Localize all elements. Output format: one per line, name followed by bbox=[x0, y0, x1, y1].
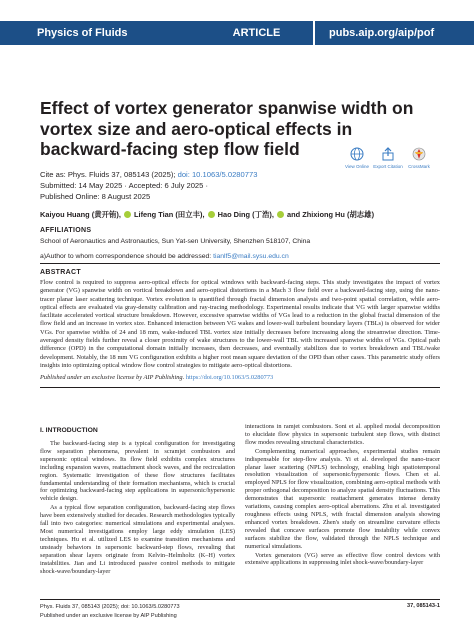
body-paragraph: The backward-facing step is a typical configuration for investigating flow separation phenomena, prevalent in scramjet combustors and supersonic optical windows. Its flow field exhibits complex structures including expansion waves, reattachment shock waves, and the recirculation region. Systematic investigation of these flow structures facilitates fundamental understanding of their formation mechanisms, which is crucial for optimizing backward-facing step applications in supersonic/hypersonic vehicle design. bbox=[40, 440, 235, 503]
abstract-text: Flow control is required to suppress aero-optical effects for optical windows with backward-facing steps. This study investigates the impact of vortex generator (VG) spanwise width on vortical breakdown and aero-optical distortions in a Mach 3 flow field over a backward-facing step, using the nano-tracer planar laser scattering technique. Vortex evolution is quantified through fractal dimension analysis and two-point spatial correlation, while aero-optical effects are evaluated via gray-density calibration and ray-tracing methodology. Experimental results indicate that VG with larger spanwise widths facilitate accelerated vortical structure breakdown. However, excessive spanwise widths of VGs lead to a reduction in the global fractal dimension of the flow field and an increase in vortex size. Enhanced interaction between VG wakes and lower-wall turbulent boundary layers (TBLs) is observed for wider VGs. For spanwise widths of 24 and 18 mm, wake-induced TBL vortex size initially decreases before increasing along the streamwise direction. Time-averaged density fields further reveal a closer proximity of wake structures to the lower-wall TBL with increased spanwise widths of VGs. Optical path difference (OPD) in the computational domain initially increases, then decreases, and eventually stabilizes due to vortex breakdown and TBL/wake development. Notably, the 18 mm VG configuration exhibits a higher root mean square deviation of the OPD than other cases. This parametric study offers insights into optimizing optical window flow control strategies to mitigate aero-optical distortions. bbox=[40, 279, 440, 369]
view-online-button[interactable] bbox=[342, 147, 372, 169]
export-icon bbox=[381, 147, 395, 161]
license-text: Published under an exclusive license by AIP Publishing. bbox=[40, 374, 186, 382]
crossmark-label: CrossMark bbox=[408, 164, 430, 169]
journal-header bbox=[0, 0, 474, 64]
crossmark-icon bbox=[412, 147, 426, 161]
submitted-line: Submitted: 14 May 2025 · Accepted: 6 July 2025 · bbox=[40, 181, 209, 190]
article-type: ARTICLE bbox=[200, 21, 313, 45]
cite-line bbox=[40, 169, 257, 180]
correspondence-line bbox=[40, 253, 289, 260]
body-paragraph: Vortex generators (VG) serve as effective flow control devices with extensive applications in suppressing inlet shock-wave/boundary-layer bbox=[245, 551, 440, 567]
footer-divider bbox=[40, 599, 440, 600]
cite-prefix: Cite as: Phys. Fluids 37, 085143 (2025); bbox=[40, 170, 178, 179]
footer-left bbox=[40, 603, 180, 620]
orcid-icon[interactable] bbox=[208, 211, 215, 218]
page-number: 37, 085143-1 bbox=[407, 603, 440, 609]
license-doi-link[interactable]: https://doi.org/10.1063/5.0280773 bbox=[185, 374, 274, 382]
footer-license: Published under an exclusive license by AIP Publishing bbox=[40, 612, 177, 619]
footer-citation: Phys. Fluids 37, 085143 (2025); doi: 10.1063/5.0280773 bbox=[40, 604, 180, 610]
body-paragraph: As a typical flow separation configuration, backward-facing step flows have been extensively studied for decades. Research methodologies typically fall into two categories: numerical simulations and experimental analyses. Most numerical investigations employ large eddy simulation (LES) techniques. Hu et al. utilized LES to examine transition mechanisms and unsteady behaviors in supersonic backward-step flows, revealing that separation shear layers originate from Kelvin–Helmholtz (K–H) vortex instabilities. Jian and Li introduced passive control methods to mitigate shock-wave/boundary-layer bbox=[40, 504, 235, 575]
paper-title: Effect of vortex generator spanwise width on vortex size and aero-optical effects in backward-facing step flow field bbox=[40, 98, 414, 159]
doi-link[interactable]: doi: 10.1063/5.0280773 bbox=[177, 170, 258, 179]
citation-block bbox=[40, 169, 257, 202]
article-tools bbox=[342, 147, 434, 181]
journal-name: Physics of Fluids bbox=[0, 21, 200, 45]
abstract-heading: ABSTRACT bbox=[40, 269, 81, 276]
globe-icon bbox=[350, 147, 364, 161]
license-line bbox=[40, 374, 440, 381]
section-heading: I. INTRODUCTION bbox=[40, 427, 98, 434]
author-name: Kaiyou Huang (黄开铕), bbox=[40, 210, 121, 219]
export-citation-button[interactable] bbox=[373, 147, 403, 169]
author-name: and Zhixiong Hu (胡志雄) bbox=[287, 210, 375, 219]
journal-url-link[interactable]: pubs.aip.org/aip/pof bbox=[315, 21, 474, 45]
body-left-column bbox=[40, 423, 235, 576]
export-citation-label: Export Citation bbox=[373, 164, 403, 169]
author-name: Hao Ding (丁浩), bbox=[217, 210, 274, 219]
body-paragraph: Complementing numerical approaches, experimental studies remain indispensable for step-flow analysis. Yi et al. developed the nano-tracer planar laser scattering (NPLS) technology, enabling high spatiotemporal resolution visualization of supersonic/hypersonic flows. Chen et al. employed NPLS for flow visualization, combining aero-optical methods with proper orthogonal decomposition to analyze spatial density fluctuations. This demonstrates that supersonic reattachment generates intense density variations, causing complex aero-optical aberrations. Zhu et al. investigated roughness effects using NPLS, with fractal dimension analysis showing enhanced vortex breakdown. Zhen's study on streamline curvature effects revealed that concave surfaces promote flow instability while convex surfaces stabilize the flow, validated through the NPLS technique and numerical simulations. bbox=[245, 447, 440, 550]
crossmark-button[interactable] bbox=[404, 147, 434, 169]
email-link[interactable]: tianlf5@mail.sysu.edu.cn bbox=[213, 253, 289, 260]
published-line: Published Online: 8 August 2025 bbox=[40, 192, 151, 201]
abstract-section bbox=[40, 263, 440, 388]
body-paragraph: interactions in ramjet combustors. Soni et al. applied modal decomposition to elucidate flow physics in supersonic turbulent step flows, with distinct flow modes revealing structural characteristics. bbox=[245, 423, 440, 446]
correspondence-label: a)Author to whom correspondence should be addressed: bbox=[40, 253, 214, 260]
author-name: Lifeng Tian (田立丰), bbox=[134, 210, 205, 219]
author-list bbox=[40, 210, 440, 220]
affiliation-text: School of Aeronautics and Astronautics, Sun Yat-sen University, Shenzhen 518107, China bbox=[40, 238, 311, 245]
body-right-column bbox=[245, 423, 440, 568]
view-online-label: View Online bbox=[345, 164, 369, 169]
affiliations-heading: AFFILIATIONS bbox=[40, 227, 92, 234]
orcid-icon[interactable] bbox=[124, 211, 131, 218]
orcid-icon[interactable] bbox=[277, 211, 284, 218]
